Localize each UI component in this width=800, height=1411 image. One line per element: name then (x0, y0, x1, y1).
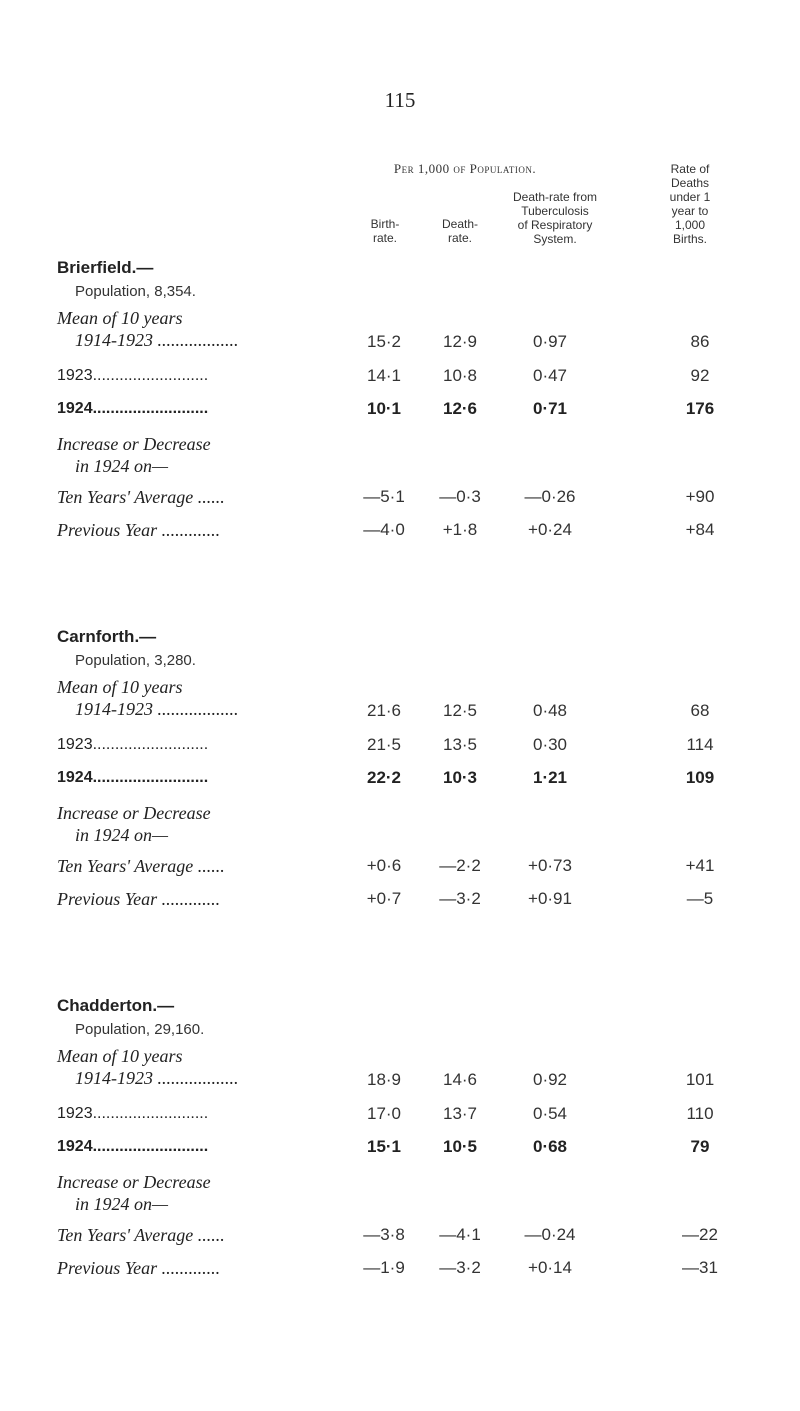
y1924-death-rate: 10·5 (442, 1137, 478, 1156)
ten-infant-rate: +90 (685, 487, 715, 506)
mean-period-label: 1914-1923 .................. (75, 330, 239, 350)
mean-death-rate: 14·6 (442, 1070, 478, 1089)
y1923-birth-rate: 14·1 (366, 366, 402, 385)
header-tuberculosis-rate: Death-rate from Tuberculosis of Respiratory System. (512, 190, 598, 246)
y1923-infant-rate: 110 (686, 1104, 714, 1123)
ten-death-rate: —0·3 (439, 487, 481, 506)
prev-death-rate: —3·2 (439, 889, 481, 908)
previous-year-label: Previous Year ............. (57, 1258, 221, 1278)
change-label: Increase or Decrease (57, 803, 211, 823)
y1924-infant-rate: 176 (685, 399, 715, 418)
prev-infant-rate: —31 (682, 1258, 718, 1277)
mean-infant-rate: 86 (690, 332, 710, 351)
year-1924-label: 1924.......................... (57, 769, 209, 786)
prev-tb-rate: +0·14 (528, 1258, 572, 1277)
previous-year-label: Previous Year ............. (57, 889, 221, 909)
district-name: Brierfield.— (57, 258, 154, 277)
population: Population, 8,354. (75, 283, 196, 300)
prev-infant-rate: —5 (686, 889, 714, 908)
y1923-infant-rate: 114 (686, 735, 714, 754)
y1924-infant-rate: 109 (685, 768, 715, 787)
y1923-tb-rate: 0·30 (532, 735, 568, 754)
mean-label: Mean of 10 years (57, 677, 183, 697)
mean-label: Mean of 10 years (57, 308, 183, 328)
ten-birth-rate: —3·8 (363, 1225, 405, 1244)
y1924-birth-rate: 15·1 (366, 1137, 402, 1156)
ten-year-average-label: Ten Years' Average ...... (57, 1225, 225, 1245)
header-birth-rate: Birth- rate. (370, 217, 400, 245)
mean-period-label: 1914-1923 .................. (75, 1068, 239, 1088)
change-label: Increase or Decrease (57, 1172, 211, 1192)
mean-infant-rate: 68 (690, 701, 710, 720)
ten-tb-rate: +0·73 (528, 856, 572, 875)
mean-tb-rate: 0·48 (532, 701, 568, 720)
mean-label: Mean of 10 years (57, 1046, 183, 1066)
y1924-tb-rate: 1·21 (532, 768, 568, 787)
ten-death-rate: —4·1 (439, 1225, 481, 1244)
y1923-death-rate: 13·7 (442, 1104, 478, 1123)
prev-death-rate: +1·8 (442, 520, 478, 539)
mean-period-label: 1914-1923 .................. (75, 699, 239, 719)
prev-tb-rate: +0·91 (528, 889, 572, 908)
header-per-population: Per 1,000 of Population. (393, 161, 537, 176)
mean-birth-rate: 15·2 (366, 332, 402, 351)
y1924-death-rate: 12·6 (442, 399, 478, 418)
mean-death-rate: 12·5 (442, 701, 478, 720)
prev-birth-rate: +0·7 (366, 889, 402, 908)
district-name: Chadderton.— (57, 996, 175, 1015)
mean-infant-rate: 101 (685, 1070, 715, 1089)
previous-year-label: Previous Year ............. (57, 520, 221, 540)
year-1924-label: 1924.......................... (57, 1138, 209, 1155)
y1923-birth-rate: 17·0 (366, 1104, 402, 1123)
change-sublabel: in 1924 on— (75, 1194, 169, 1214)
change-sublabel: in 1924 on— (75, 825, 169, 845)
y1923-tb-rate: 0·47 (532, 366, 568, 385)
ten-year-average-label: Ten Years' Average ...... (57, 856, 225, 876)
ten-infant-rate: +41 (685, 856, 715, 875)
ten-tb-rate: —0·26 (524, 487, 576, 506)
mean-birth-rate: 18·9 (366, 1070, 402, 1089)
district-name: Carnforth.— (57, 627, 157, 646)
ten-death-rate: —2·2 (439, 856, 481, 875)
y1924-death-rate: 10·3 (442, 768, 478, 787)
y1923-infant-rate: 92 (690, 366, 710, 385)
prev-tb-rate: +0·24 (528, 520, 572, 539)
year-1924-label: 1924.......................... (57, 400, 209, 417)
prev-birth-rate: —1·9 (363, 1258, 405, 1277)
y1924-birth-rate: 10·1 (366, 399, 402, 418)
mean-birth-rate: 21·6 (366, 701, 402, 720)
y1924-tb-rate: 0·68 (532, 1137, 568, 1156)
year-1923-label: 1923.......................... (57, 1105, 209, 1122)
year-1923-label: 1923.......................... (57, 367, 209, 384)
population: Population, 3,280. (75, 652, 196, 669)
y1923-death-rate: 13·5 (442, 735, 478, 754)
prev-infant-rate: +84 (685, 520, 715, 539)
y1923-death-rate: 10·8 (442, 366, 478, 385)
mean-tb-rate: 0·92 (532, 1070, 568, 1089)
mean-tb-rate: 0·97 (532, 332, 568, 351)
ten-infant-rate: —22 (682, 1225, 718, 1244)
header-death-rate: Death- rate. (441, 217, 479, 245)
prev-birth-rate: —4·0 (363, 520, 405, 539)
y1924-birth-rate: 22·2 (366, 768, 402, 787)
y1924-infant-rate: 79 (690, 1137, 710, 1156)
population: Population, 29,160. (75, 1021, 205, 1038)
prev-death-rate: —3·2 (439, 1258, 481, 1277)
change-label: Increase or Decrease (57, 434, 211, 454)
mean-death-rate: 12·9 (442, 332, 478, 351)
ten-tb-rate: —0·24 (524, 1225, 576, 1244)
ten-year-average-label: Ten Years' Average ...... (57, 487, 225, 507)
y1923-tb-rate: 0·54 (532, 1104, 568, 1123)
y1923-birth-rate: 21·5 (366, 735, 402, 754)
ten-birth-rate: —5·1 (363, 487, 405, 506)
header-infant-death-rate: Rate of Deaths under 1 year to 1,000 Births. (669, 162, 711, 246)
change-sublabel: in 1924 on— (75, 456, 169, 476)
ten-birth-rate: +0·6 (366, 856, 402, 875)
page-number: 115 (384, 88, 416, 112)
y1924-tb-rate: 0·71 (532, 399, 568, 418)
year-1923-label: 1923.......................... (57, 736, 209, 753)
